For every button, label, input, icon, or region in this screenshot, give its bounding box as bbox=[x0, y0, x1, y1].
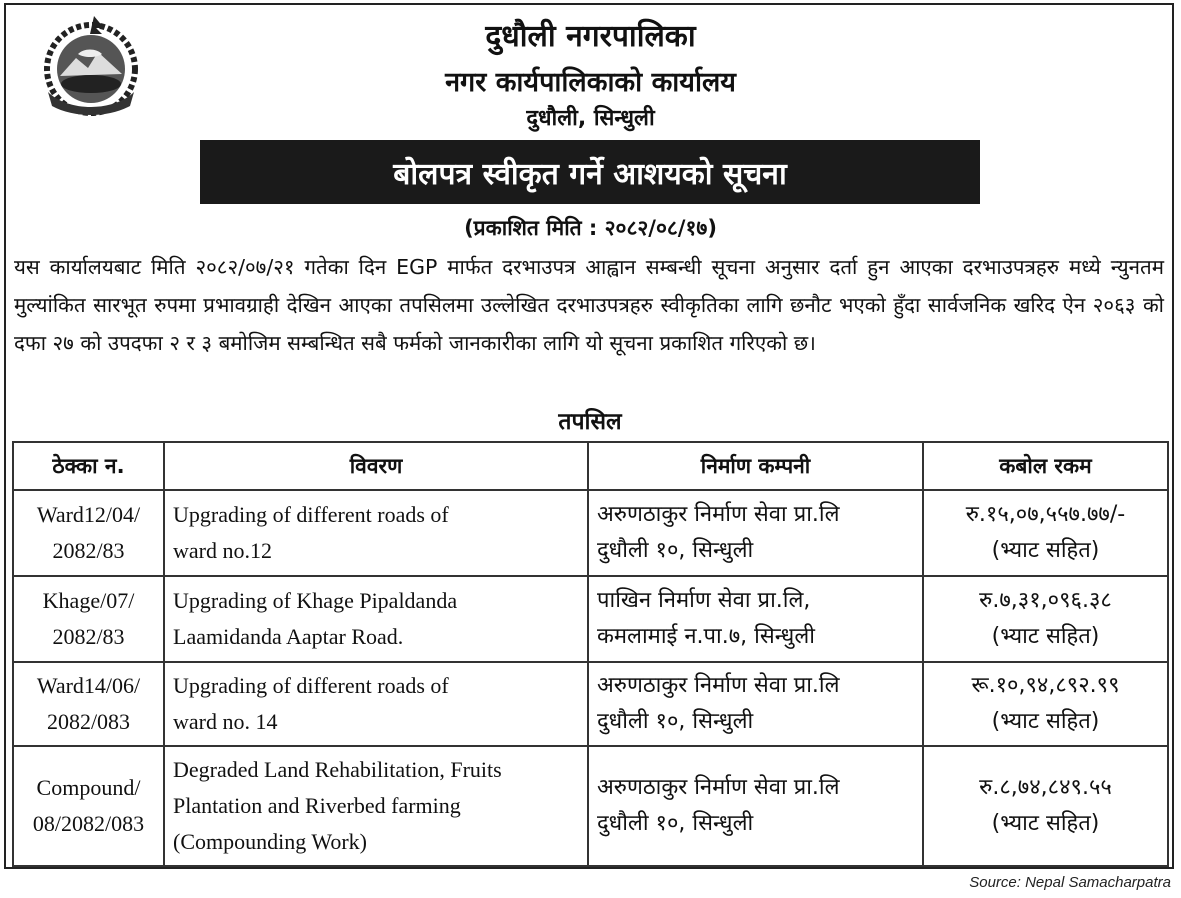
contract-no-cell: Ward12/04/ 2082/83 bbox=[13, 490, 164, 576]
amount-cell: रु.१५,०७,५५७.७७/- (भ्याट सहित) bbox=[923, 490, 1168, 576]
contract-no-cell: Ward14/06/ 2082/083 bbox=[13, 662, 164, 746]
table-row bbox=[13, 746, 1168, 866]
amount-cell: रू.१०,९४,८९२.९९ (भ्याट सहित) bbox=[923, 662, 1168, 746]
amount-cell: रु.८,७४,८४९.५५ (भ्याट सहित) bbox=[923, 746, 1168, 866]
header-company: निर्माण कम्पनी bbox=[588, 442, 923, 490]
description-cell: Degraded Land Rehabilitation, Fruits Plantation and Riverbed farming (Compounding Work) bbox=[164, 746, 588, 866]
header-amount: कबोल रकम bbox=[923, 442, 1168, 490]
amount-cell: रु.७,३१,०९६.३८ (भ्याट सहित) bbox=[923, 576, 1168, 662]
company-cell: अरुणठाकुर निर्माण सेवा प्रा.लि दुधौली १०, सिन्धुली bbox=[588, 662, 923, 746]
description-cell: Upgrading of Khage Pipaldanda Laamidanda Aaptar Road. bbox=[164, 576, 588, 662]
header-description: विवरण bbox=[164, 442, 588, 490]
table-header-row bbox=[13, 442, 1168, 490]
schedule-heading: तपसिल bbox=[558, 409, 622, 435]
table-row bbox=[13, 576, 1168, 662]
published-date: (प्रकाशित मिति : २०८२/०८/१७) bbox=[464, 216, 717, 240]
contract-no-cell: Khage/07/ 2082/83 bbox=[13, 576, 164, 662]
header-contract-no: ठेक्का न. bbox=[13, 442, 164, 490]
municipality-name: दुधौली नगरपालिका bbox=[485, 19, 696, 54]
company-cell: अरुणठाकुर निर्माण सेवा प्रा.लि दुधौली १०, सिन्धुली bbox=[588, 490, 923, 576]
source-credit: Source: Nepal Samacharpatra bbox=[969, 874, 1171, 891]
table-row bbox=[13, 662, 1168, 746]
office-name: नगर कार्यपालिकाको कार्यालय bbox=[445, 67, 736, 98]
notice-title: बोलपत्र स्वीकृत गर्ने आशयको सूचना bbox=[393, 156, 787, 192]
company-cell: अरुणठाकुर निर्माण सेवा प्रा.लि दुधौली १०, सिन्धुली bbox=[588, 746, 923, 866]
notice-title-banner bbox=[200, 140, 980, 204]
office-location: दुधौली, सिन्धुली bbox=[526, 106, 655, 131]
table-row bbox=[13, 490, 1168, 576]
company-cell: पाखिन निर्माण सेवा प्रा.लि, कमलामाई न.पा.७, सिन्धुली bbox=[588, 576, 923, 662]
description-cell: Upgrading of different roads of ward no. 14 bbox=[164, 662, 588, 746]
bid-table bbox=[12, 441, 1169, 867]
contract-no-cell: Compound/ 08/2082/083 bbox=[13, 746, 164, 866]
description-cell: Upgrading of different roads of ward no.12 bbox=[164, 490, 588, 576]
notice-body: यस कार्यालयबाट मिति २०८२/०७/२१ गतेका दिन EGP मार्फत दरभाउपत्र आह्वान सम्बन्धी सूचना अनुसार दर्ता हुन आएका दरभाउपत्रहरु मध्ये न्युनतम मुल्यांकित सारभूत रुपमा प्रभावग्राही देखिन आएका तपसिलमा उल्लेखित दरभाउपत्रहरु स्वीकृतिका लागि छनौट भएको हुँदा सार्वजनिक खरिद ऐन २०६३ को दफा २७ को उपदफा २ र ३ बमोजिम सम्बन्धित सबै फर्मको जानकारीका लागि यो सूचना प्रकाशित गरिएको छ। bbox=[14, 255, 1164, 355]
